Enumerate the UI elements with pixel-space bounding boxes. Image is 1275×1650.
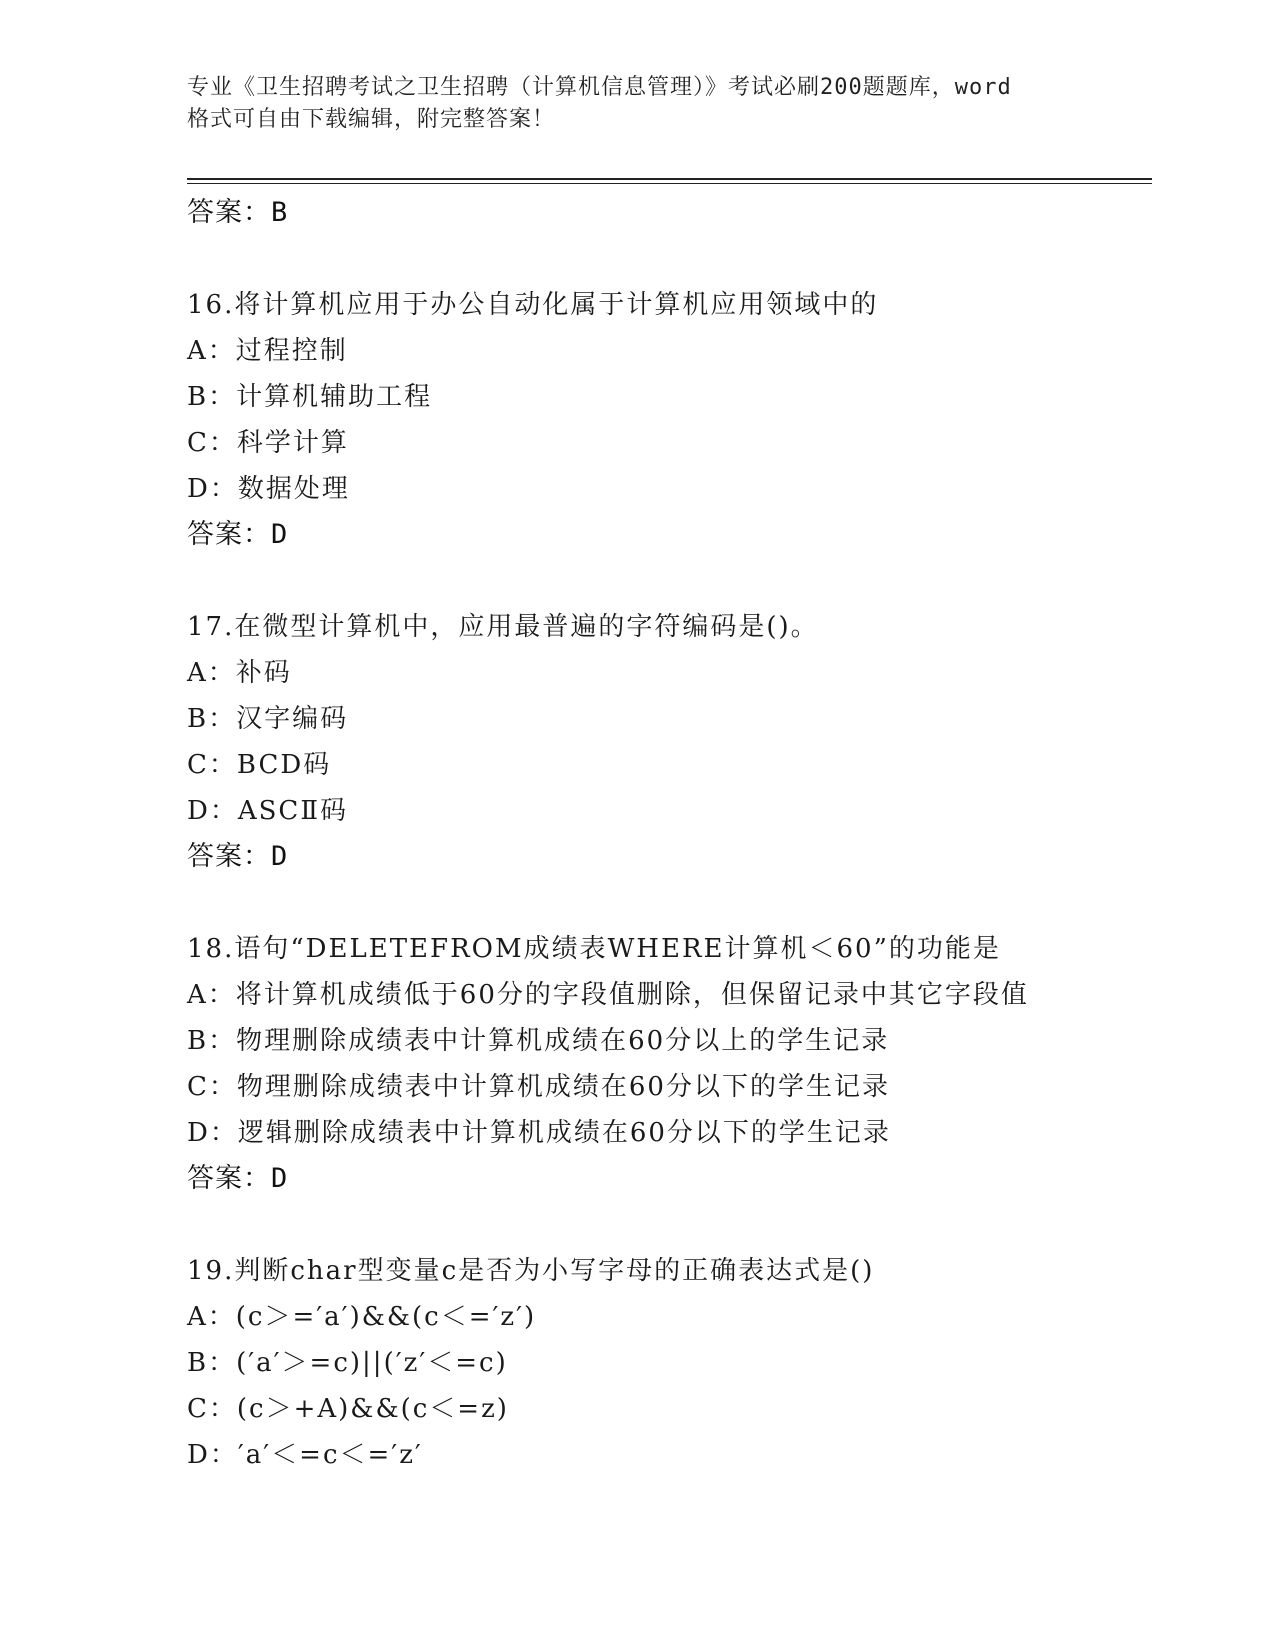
- option-b: B：计算机辅助工程: [187, 382, 433, 412]
- option-d: D：′a′＜=c＜=′z′: [187, 1440, 423, 1470]
- question-stem: 18.语句“DELETEFROM成绩表WHERE计算机＜60”的功能是: [187, 934, 1001, 964]
- answer: 答案：D: [187, 1163, 289, 1194]
- previous-answer: 答案：B: [187, 197, 289, 228]
- question-17: [187, 604, 1147, 880]
- option-c: C：物理删除成绩表中计算机成绩在60分以下的学生记录: [187, 1072, 890, 1102]
- header-divider-thin: [187, 183, 1152, 184]
- question-stem: 16.将计算机应用于办公自动化属于计算机应用领域中的: [187, 290, 879, 320]
- spacer: [187, 880, 1147, 926]
- spacer: [187, 1202, 1147, 1248]
- question-stem: 17.在微型计算机中，应用最普遍的字符编码是()。: [187, 612, 819, 642]
- question-list: [187, 190, 1147, 1478]
- header-line-2: 格式可自由下载编辑，附完整答案！: [187, 107, 556, 132]
- spacer: [187, 558, 1147, 604]
- option-d: D：数据处理: [187, 474, 350, 504]
- answer: 答案：D: [187, 519, 289, 550]
- option-d: D：ASCⅡ码: [187, 796, 348, 826]
- option-a: A：(c＞=′a′)&&(c＜=′z′): [187, 1302, 537, 1332]
- spacer: [187, 236, 1147, 282]
- question-16: [187, 282, 1147, 558]
- option-c: C：BCD码: [187, 750, 332, 780]
- option-c: C：(c＞+A)&&(c＜=z): [187, 1394, 509, 1424]
- option-a: A：将计算机成绩低于60分的字段值删除，但保留记录中其它字段值: [187, 980, 1029, 1010]
- option-b: B：(′a′＞=c)||(′z′＜=c): [187, 1348, 508, 1378]
- option-a: A：补码: [187, 658, 292, 688]
- question-stem: 19.判断char型变量c是否为小写字母的正确表达式是(): [187, 1256, 875, 1286]
- option-d: D：逻辑删除成绩表中计算机成绩在60分以下的学生记录: [187, 1118, 891, 1148]
- option-b: B：汉字编码: [187, 704, 349, 734]
- question-19: [187, 1248, 1147, 1478]
- answer: 答案：D: [187, 841, 289, 872]
- header-line-1: 专业《卫生招聘考试之卫生招聘（计算机信息管理）》考试必刷200题题库，word: [187, 75, 1012, 100]
- option-c: C：科学计算: [187, 428, 349, 458]
- document-header: [187, 72, 1087, 136]
- option-a: A：过程控制: [187, 336, 348, 366]
- option-b: B：物理删除成绩表中计算机成绩在60分以上的学生记录: [187, 1026, 890, 1056]
- question-18: [187, 926, 1147, 1202]
- header-divider-thick: [187, 178, 1152, 180]
